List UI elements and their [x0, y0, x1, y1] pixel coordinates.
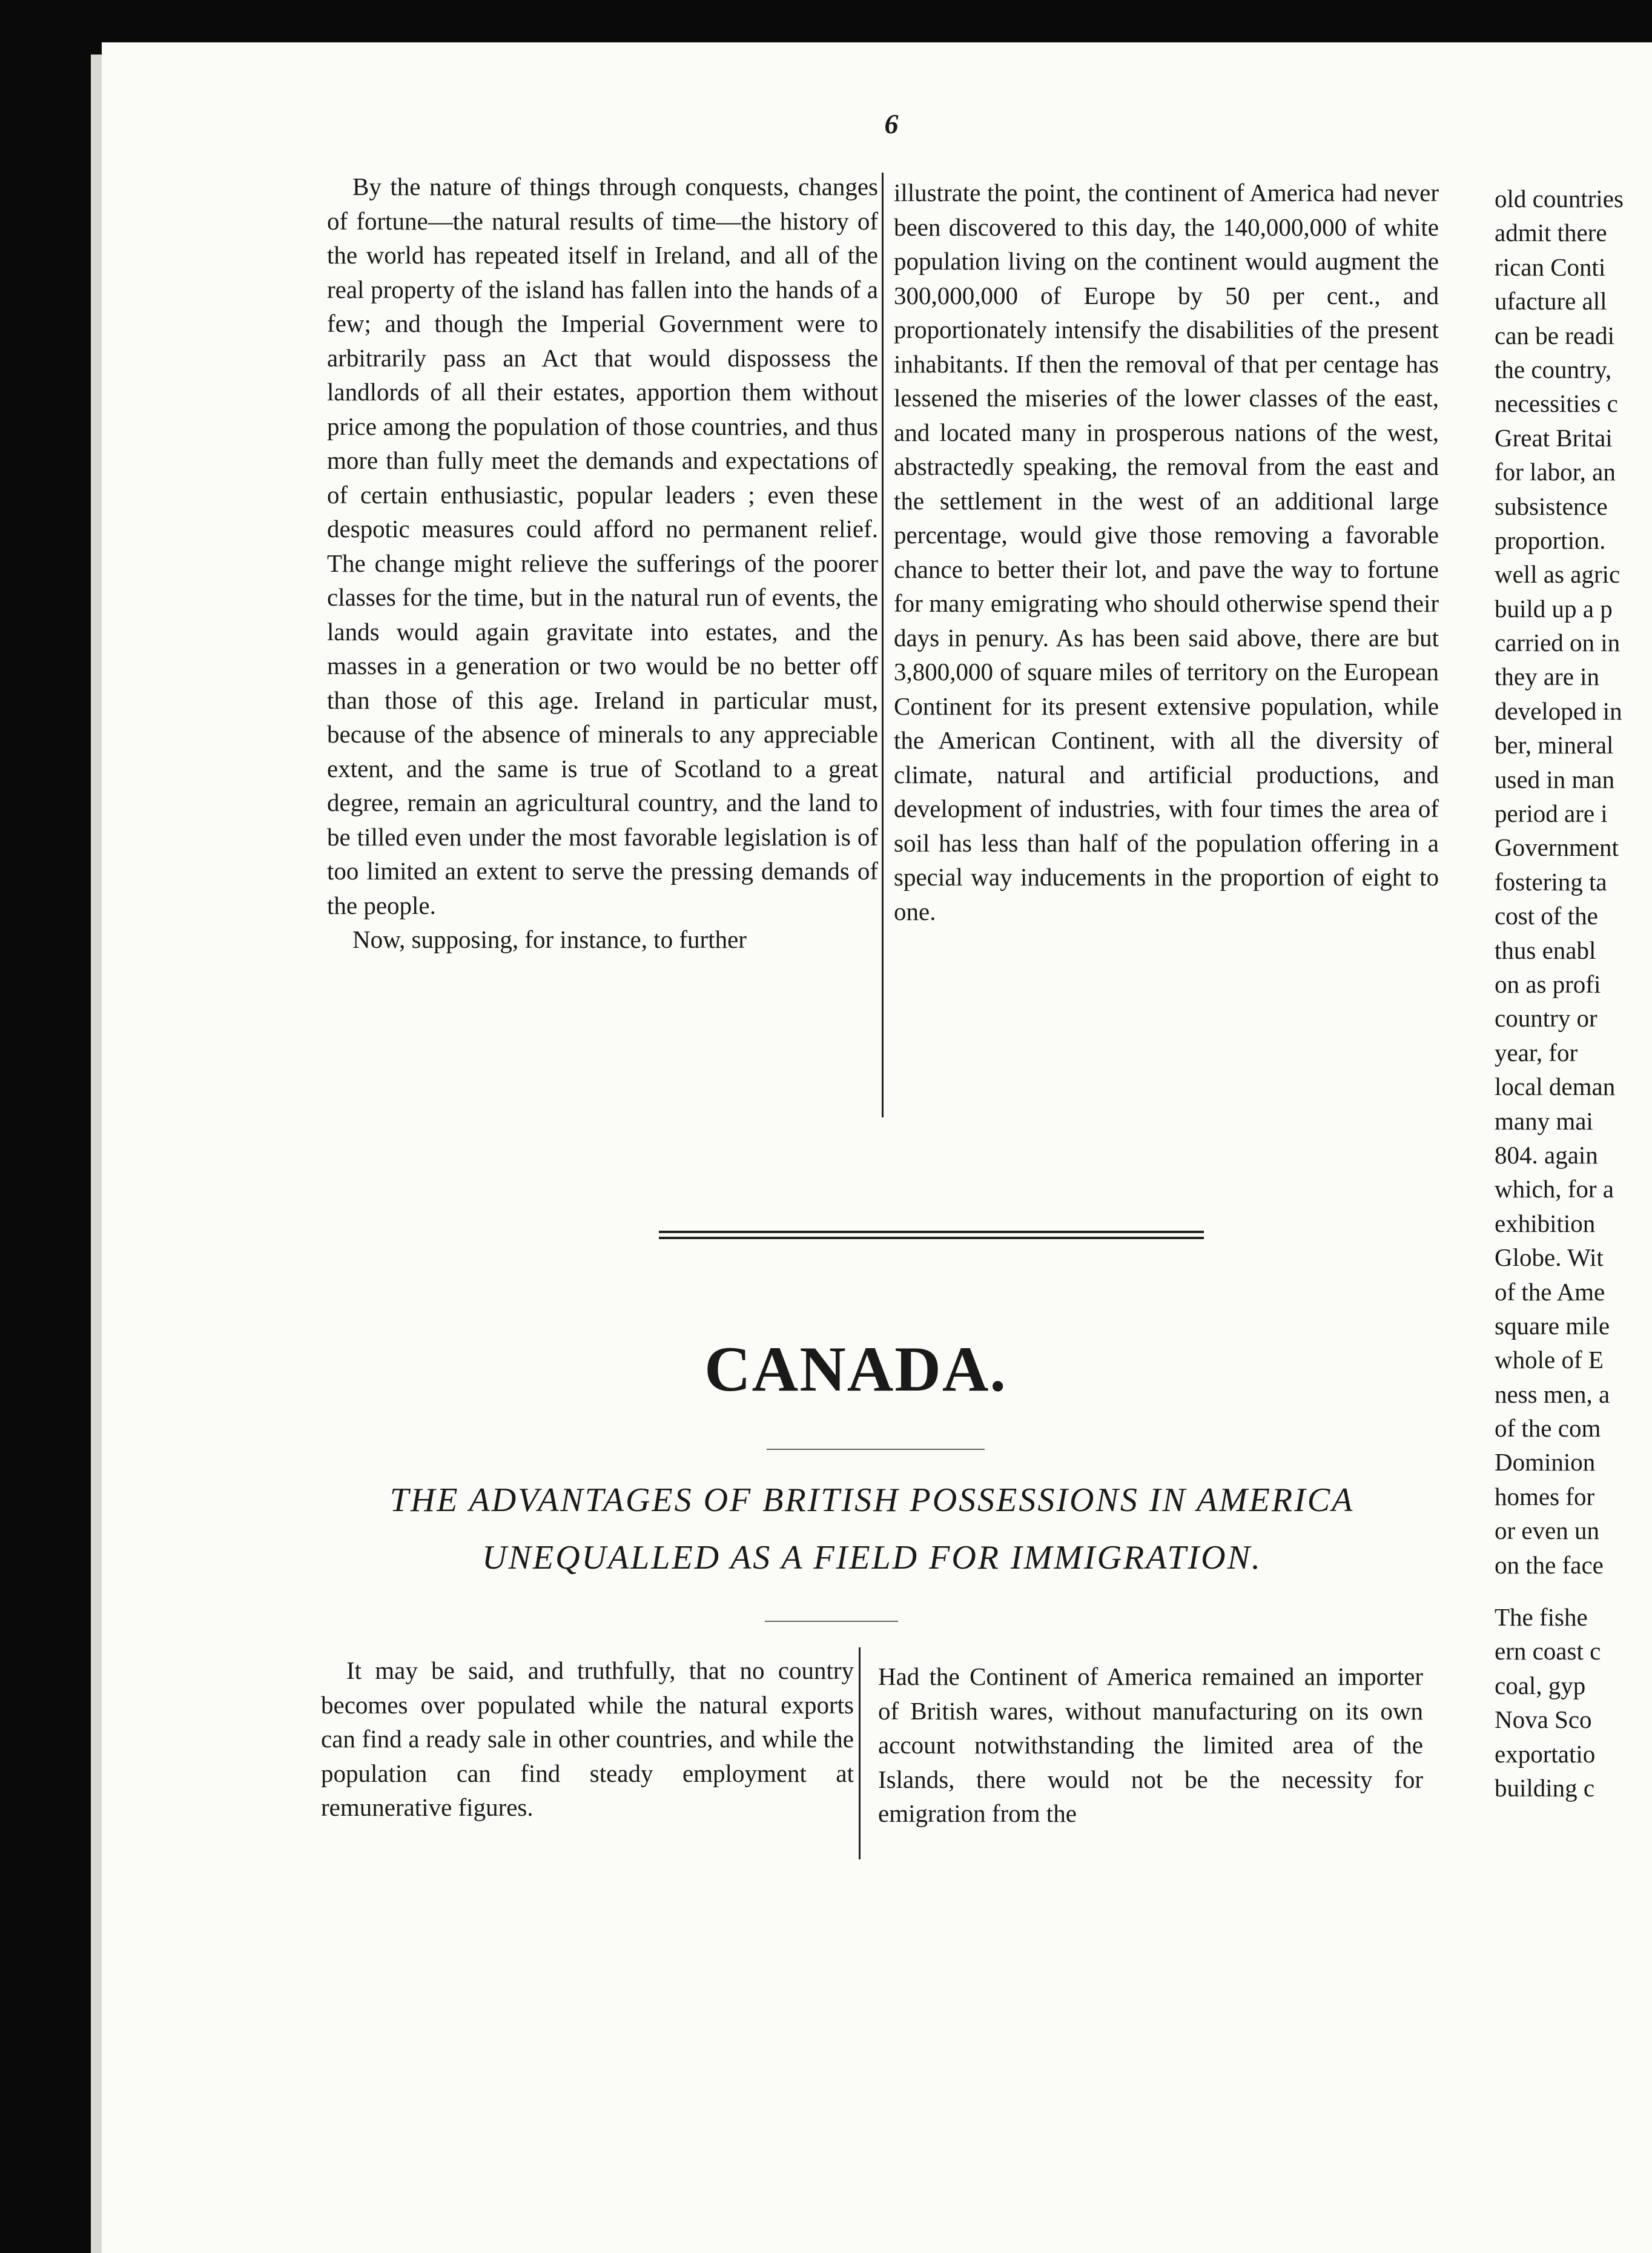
adjacent-page-line: which, for a: [1495, 1175, 1614, 1203]
adjacent-page-line: of the Ame: [1495, 1277, 1605, 1306]
adjacent-page-line: necessities c: [1495, 389, 1618, 418]
adjacent-page-line: exportatio: [1495, 1739, 1596, 1768]
adjacent-page-line: the country,: [1495, 355, 1612, 383]
adjacent-page-line: thus enabl: [1495, 936, 1596, 964]
top-right-column: [894, 176, 1439, 928]
top-left-column: [327, 170, 878, 957]
bottom-right-column: [878, 1659, 1423, 1831]
adjacent-page-line: building c: [1495, 1773, 1595, 1802]
paragraph: illustrate the point, the continent of America had never been discovered to this day, the 140,000,000 of white population living on the continent would augment the 300,000,000 of Europe by 50 per cent., and proportionately intensify the disabilities of the present inhabitants. If then the removal of that per centage has lessened the miseries of the lower classes of the east, and located many in prosperous nations of the west, abstractedly speaking, the removal from the east and the settlement in the west of an additional large percentage, would give those removing a favorable chance to better their lot, and pave the way to fortune for many emigrating who should otherwise spend their days in penury. As has been said above, there are but 3,800,000 of square miles of territory on the European Continent for its present extensive population, while the American Continent, with all the diversity of climate, natural and artificial productions, and development of industries, with four times the area of soil has less than half of the population offering in a special way inducements in the proportion of eight to one.: [894, 179, 1439, 925]
adjacent-page-line: local deman: [1495, 1073, 1616, 1101]
adjacent-page-line: cost of the: [1495, 902, 1598, 930]
adjacent-page-line: or even un: [1495, 1517, 1600, 1545]
adjacent-page-line: of the com: [1495, 1414, 1601, 1443]
adjacent-page-line: on the face: [1495, 1550, 1604, 1579]
adjacent-page-line: build up a p: [1495, 594, 1613, 623]
adjacent-page-line: whole of E: [1495, 1346, 1604, 1374]
column-divider: [882, 173, 884, 1117]
subtitle-rule: [765, 1621, 898, 1622]
adjacent-page-line: ber, mineral: [1495, 731, 1614, 759]
adjacent-page-line: subsistence: [1495, 492, 1608, 520]
adjacent-page-line: homes for: [1495, 1482, 1595, 1510]
adjacent-page-line: ufacture all: [1495, 287, 1607, 316]
adjacent-page-line: 804. again: [1495, 1140, 1598, 1169]
paragraph: By the nature of things through conquests, changes of fortune—the natural results of time—the history of the world has repeated itself in Ireland, and all of the real property of the island has fallen into the hands of a few; and though the Imperial Government were to arbitrarily pass an Act that would dispossess the landlords of all their estates, apportion them without price among the population of those countries, and thus more than fully meet the demands and expectations of of certain enthusiastic, popular leaders ; even these despotic measures could afford no permanent relief. The change might relieve the sufferings of the poorer classes for the time, but in the natural run of events, the lands would again gravitate into estates, and the masses in a generation or two would be no better off than those of this age. Ireland in particular must, because of the absence of minerals to any appreciable extent, and the same is true of Scotland to a great degree, remain an agricultural country, and the land to be tilled even under the most favorable legislation is of too limited an extent to serve the pressing demands of the people.: [327, 173, 878, 919]
adjacent-page-line: fostering ta: [1495, 867, 1607, 896]
subtitle-line-1: THE ADVANTAGES OF BRITISH POSSESSIONS IN AMERICA: [389, 1481, 1355, 1519]
adjacent-page-line: well as agric: [1495, 560, 1621, 589]
adjacent-page-line: coal, gyp: [1495, 1671, 1586, 1699]
line-gap: [1495, 1582, 1652, 1600]
adjacent-page-line: exhibition: [1495, 1209, 1596, 1237]
section-heading: CANADA.: [704, 1334, 1007, 1404]
adjacent-page-line: period are i: [1495, 799, 1608, 828]
paragraph: Had the Continent of America remained an importer of British wares, without manufacturing on its own account notwithstanding the limited area of the Islands, there would not be the necessity for emigration from the: [878, 1662, 1423, 1827]
adjacent-page-line: Great Britai: [1495, 423, 1613, 452]
adjacent-page-line: year, for: [1495, 1038, 1578, 1067]
adjacent-page-line: for labor, an: [1495, 458, 1616, 486]
bottom-left-column: [321, 1653, 854, 1825]
heading-rule: [767, 1449, 985, 1450]
adjacent-page-line: Dominion: [1495, 1448, 1596, 1477]
column-divider: [859, 1647, 861, 1859]
subtitle-line-2: UNEQUALLED AS A FIELD FOR IMMIGRATION.: [482, 1539, 1262, 1576]
adjacent-page-line: old countries: [1495, 185, 1624, 213]
adjacent-page-line: Government: [1495, 833, 1619, 862]
adjacent-page-line: Globe. Wit: [1495, 1243, 1604, 1272]
adjacent-page-line: The fishe: [1495, 1603, 1588, 1632]
adjacent-page-line: rican Conti: [1495, 253, 1606, 281]
adjacent-page-line: carried on in: [1495, 629, 1621, 657]
adjacent-page-line: they are in: [1495, 663, 1600, 691]
adjacent-page-line: developed in: [1495, 696, 1622, 725]
page-number: 6: [884, 108, 899, 139]
adjacent-page-column: [1495, 182, 1652, 1805]
adjacent-page-line: proportion.: [1495, 526, 1606, 554]
section-divider: [659, 1231, 1204, 1239]
adjacent-page-line: ness men, a: [1495, 1380, 1610, 1408]
adjacent-page-line: admit there: [1495, 219, 1607, 247]
adjacent-page-line: country or: [1495, 1004, 1597, 1033]
adjacent-page-line: square mile: [1495, 1311, 1610, 1340]
paragraph: It may be said, and truthfully, that no country becomes over populated while the natural exports can find a ready sale in other countries, and while the population can find steady employment at remunerative figures.: [321, 1656, 854, 1821]
adjacent-page-line: ern coast c: [1495, 1637, 1601, 1666]
adjacent-page-line: many mai: [1495, 1107, 1593, 1135]
paragraph: Now, supposing, for instance, to further: [352, 925, 747, 953]
adjacent-page-line: can be readi: [1495, 321, 1615, 349]
adjacent-page-line: used in man: [1495, 765, 1615, 793]
adjacent-page-line: Nova Sco: [1495, 1705, 1592, 1734]
adjacent-page-line: on as profi: [1495, 970, 1601, 998]
